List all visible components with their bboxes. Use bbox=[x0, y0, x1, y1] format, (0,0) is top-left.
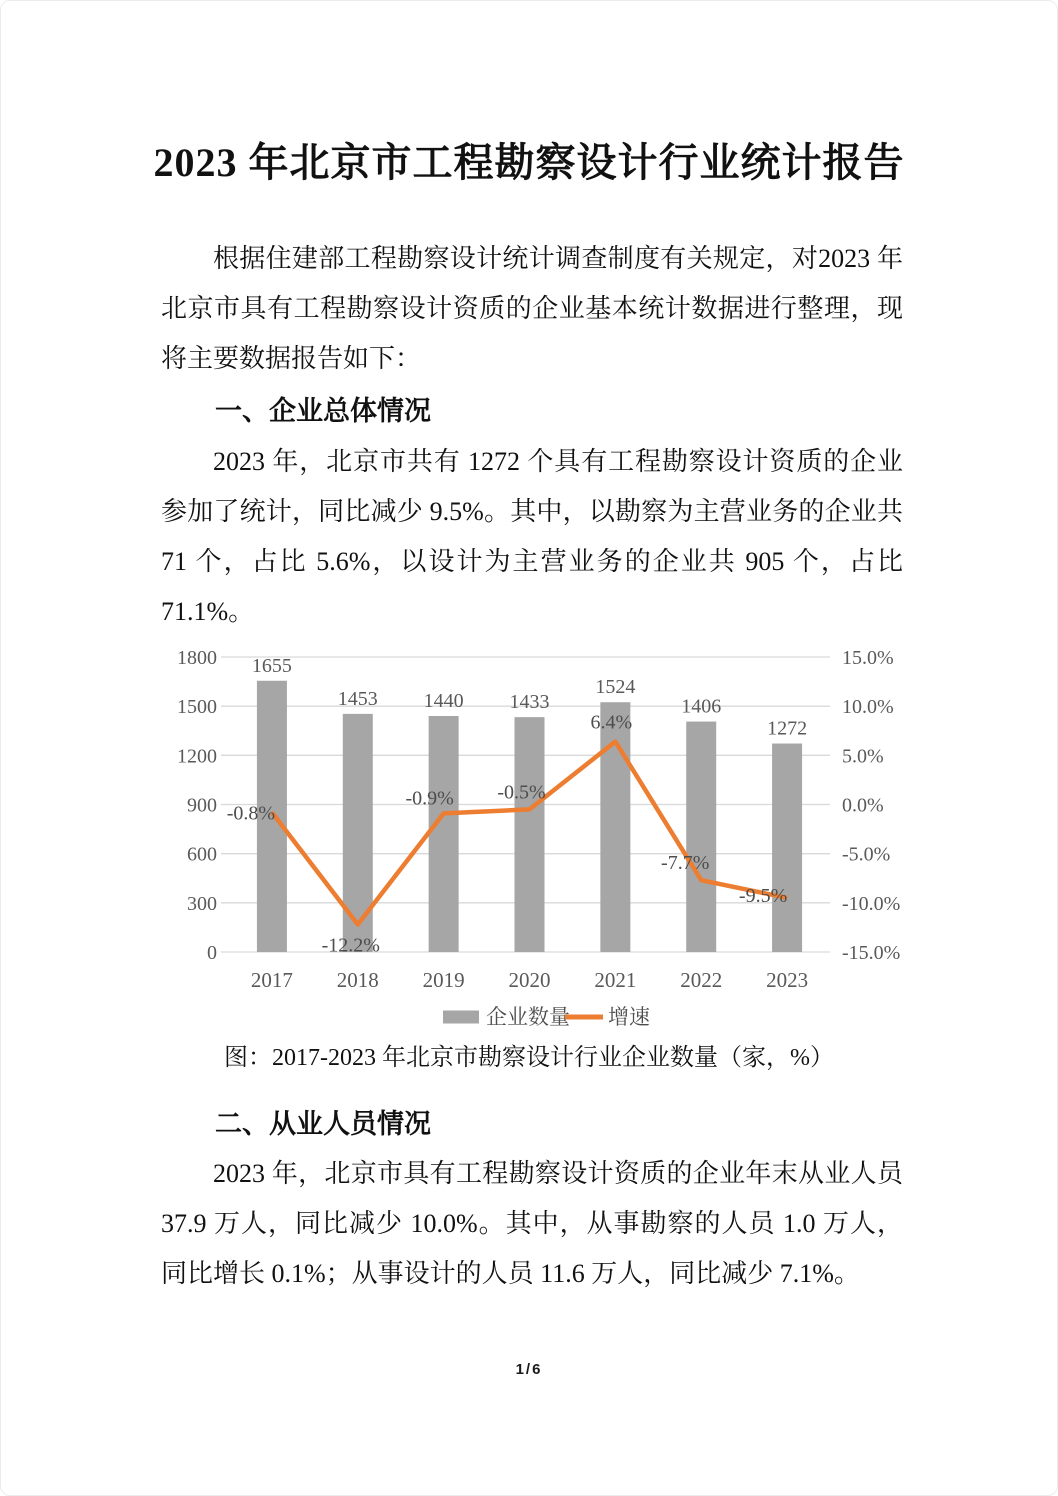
report-title: 2023 年北京市工程勘察设计行业统计报告 bbox=[153, 140, 905, 185]
section1-heading: 一、企业总体情况 bbox=[215, 396, 431, 426]
right-axis-tick: -15.0% bbox=[842, 942, 901, 964]
left-axis-tick: 600 bbox=[187, 843, 217, 866]
section2-paragraph: 2023 年，北京市具有工程勘察设计资质的企业年末从业人员 37.9 万人，同比减少 10.0%。其中，从事勘察的人员 1.0 万人，同比增长 0.1%；从事设计的人员 11.6 万人，同比减少 7.1%。 bbox=[161, 1159, 903, 1288]
x-tick-2017: 2017 bbox=[250, 968, 293, 992]
bar-line-chart bbox=[156, 646, 901, 1038]
left-axis-tick: 1200 bbox=[177, 745, 217, 768]
left-axis-tick: 1500 bbox=[177, 696, 217, 719]
right-axis-tick: 5.0% bbox=[842, 745, 884, 768]
x-tick-2023: 2023 bbox=[766, 968, 809, 992]
x-tick-2021: 2021 bbox=[594, 968, 637, 992]
right-axis-tick: -5.0% bbox=[842, 843, 891, 866]
company-count-chart-figure bbox=[156, 646, 901, 1038]
bar-2023 bbox=[772, 744, 802, 952]
bar-label-2017: 1655 bbox=[251, 654, 292, 677]
legend-bar-label: 企业数量 bbox=[486, 1005, 570, 1029]
line-label-2019: -0.9% bbox=[405, 787, 454, 810]
x-tick-2022: 2022 bbox=[680, 968, 723, 992]
bar-2020 bbox=[515, 717, 545, 952]
x-tick-2019: 2019 bbox=[422, 968, 465, 992]
bar-label-2022: 1406 bbox=[681, 695, 722, 718]
line-label-2023: -9.5% bbox=[738, 884, 788, 907]
bar-2022 bbox=[686, 722, 716, 952]
bar-2018 bbox=[343, 714, 373, 952]
bar-label-2023: 1272 bbox=[767, 717, 808, 740]
x-tick-2020: 2020 bbox=[508, 968, 551, 992]
bar-label-2021: 1524 bbox=[595, 676, 636, 699]
right-axis-tick: -10.0% bbox=[842, 892, 901, 915]
page-number: 1/6 bbox=[515, 1361, 543, 1378]
section1-paragraph: 2023 年，北京市共有 1272 个具有工程勘察设计资质的企业参加了统计，同比减少 9.5%。其中，以勘察为主营业务的企业共 71 个，占比 5.6%，以设计为主营业务的企业共 905 个，占比 71.1%。 bbox=[161, 447, 903, 626]
right-axis-tick: 0.0% bbox=[842, 794, 884, 817]
left-axis-tick: 300 bbox=[187, 892, 217, 915]
right-axis-tick: 15.0% bbox=[842, 647, 894, 669]
bar-label-2020: 1433 bbox=[509, 691, 550, 714]
legend-line-label: 增速 bbox=[608, 1005, 650, 1029]
line-label-2017: -0.8% bbox=[226, 802, 276, 825]
bar-label-2019: 1440 bbox=[423, 690, 464, 712]
figure-caption: 图：2017-2023 年北京市勘察设计行业企业数量（家，%） bbox=[224, 1045, 834, 1071]
left-axis-tick: 0 bbox=[207, 942, 217, 964]
bar-label-2018: 1453 bbox=[337, 687, 378, 710]
bar-2019 bbox=[429, 716, 459, 952]
line-label-2022: -7.7% bbox=[661, 852, 710, 875]
left-axis-tick: 900 bbox=[187, 794, 217, 817]
x-tick-2018: 2018 bbox=[336, 968, 379, 992]
right-axis-tick: 10.0% bbox=[842, 696, 894, 719]
line-label-2020: -0.5% bbox=[497, 781, 546, 804]
intro-paragraph: 根据住建部工程勘察设计统计调查制度有关规定，对2023 年北京市具有工程勘察设计资质的企业基本统计数据进行整理，现将主要数据报告如下： bbox=[161, 244, 903, 373]
line-label-2021: 6.4% bbox=[590, 711, 633, 734]
left-axis-tick: 1800 bbox=[177, 647, 217, 669]
legend-bar-swatch bbox=[443, 1011, 479, 1024]
section2-heading: 二、从业人员情况 bbox=[215, 1109, 431, 1139]
line-label-2018: -12.2% bbox=[321, 934, 380, 957]
